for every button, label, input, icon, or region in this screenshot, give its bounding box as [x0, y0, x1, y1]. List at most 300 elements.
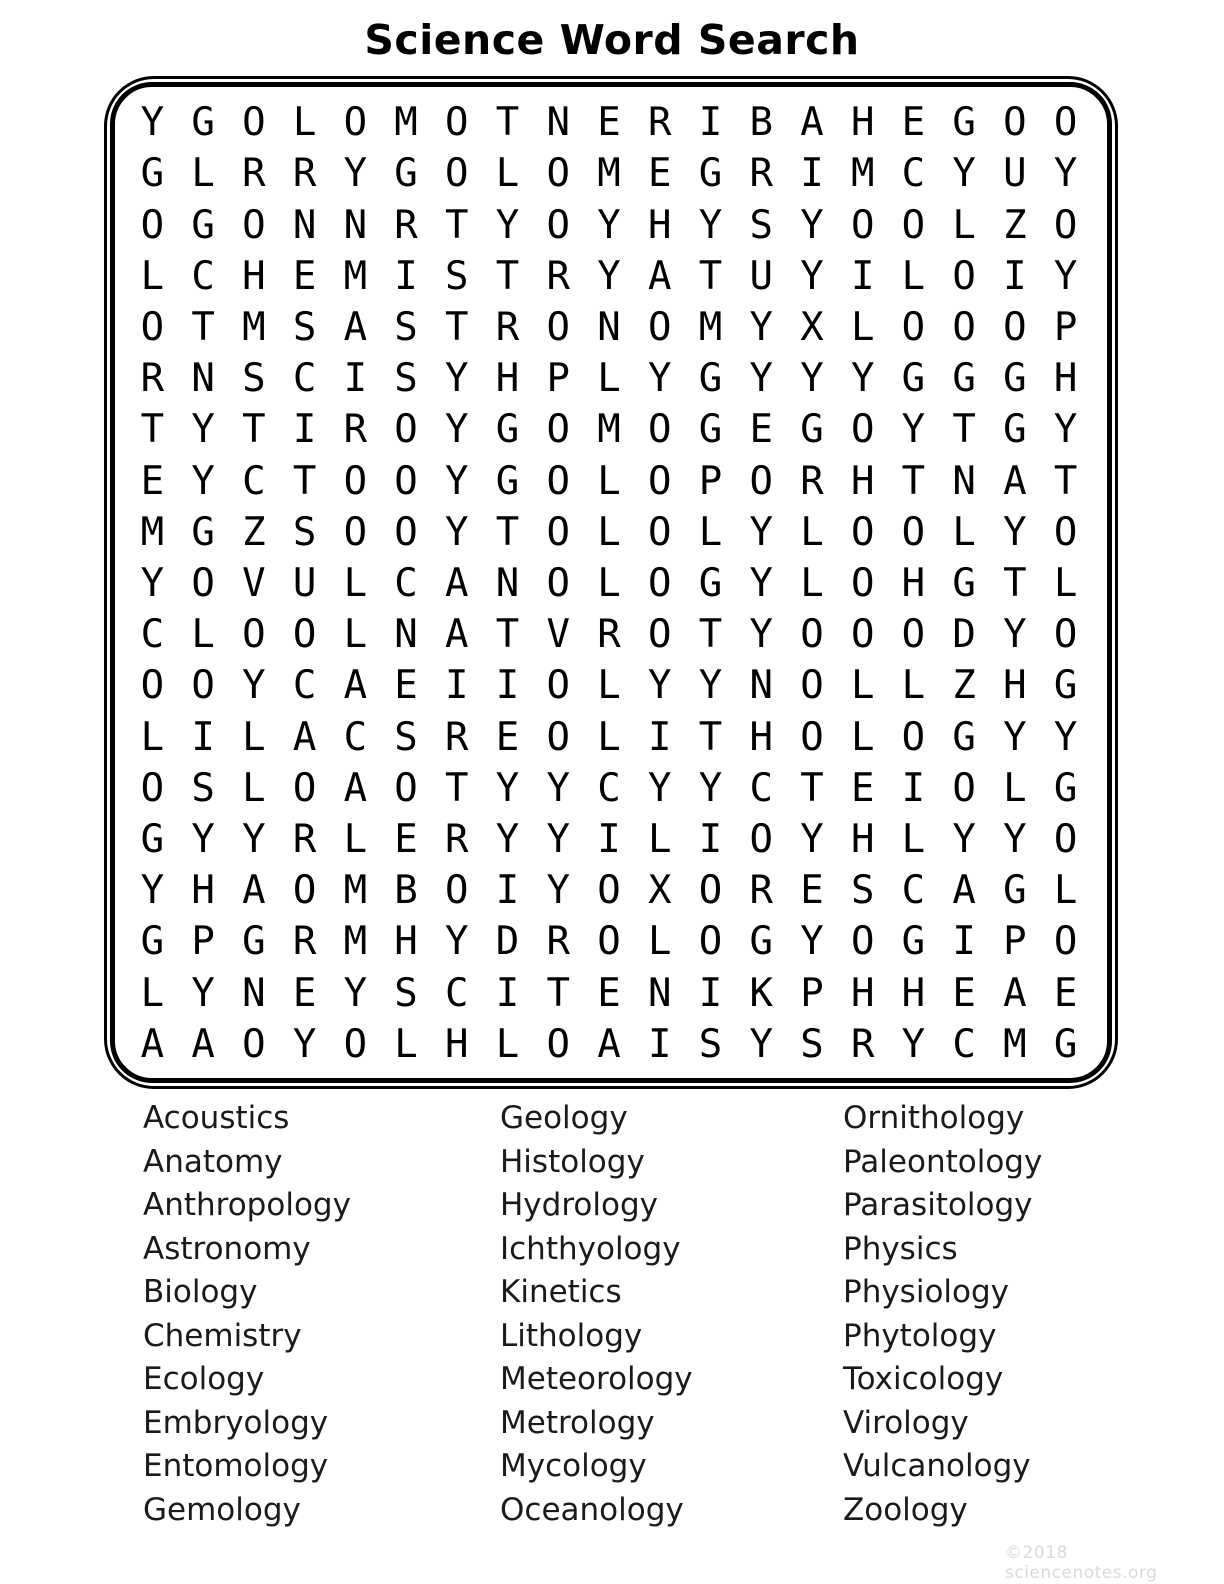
- grid-letter: X: [647, 868, 672, 914]
- grid-letter: T: [445, 202, 469, 248]
- grid-letter: L: [140, 970, 165, 1016]
- grid-letter: A: [1003, 970, 1027, 1016]
- grid-letter: L: [597, 714, 621, 760]
- grid-letter: O: [647, 560, 672, 606]
- grid-letter: D: [952, 612, 976, 658]
- grid-letter: E: [749, 407, 773, 453]
- grid-letter: B: [749, 100, 773, 146]
- grid-letter: L: [242, 714, 266, 760]
- grid-letter: Y: [1053, 407, 1078, 453]
- grid-letter: E: [394, 817, 418, 863]
- grid-letter: M: [140, 509, 165, 555]
- grid-letter: S: [394, 304, 418, 350]
- grid-letter: M: [242, 304, 266, 350]
- grid-letter: I: [800, 151, 824, 197]
- grid-letter: O: [445, 868, 469, 914]
- grid-letter: A: [445, 612, 469, 658]
- grid-letter: O: [445, 151, 469, 197]
- word-list-item: Embryology: [143, 1404, 329, 1441]
- grid-letter: G: [495, 407, 520, 453]
- grid-letter: Y: [191, 407, 215, 453]
- grid-letter: L: [850, 663, 875, 709]
- grid-letter: G: [191, 100, 215, 146]
- word-list-item: Astronomy: [143, 1230, 311, 1267]
- grid-letter: P: [698, 458, 723, 504]
- grid-letter: I: [191, 714, 215, 760]
- grid-letter: O: [800, 714, 824, 760]
- grid-letter: L: [1003, 765, 1027, 811]
- copyright-watermark: ©2018 sciencenotes.org: [1005, 1543, 1158, 1583]
- grid-letter: G: [495, 458, 520, 504]
- grid-letter: I: [647, 1021, 672, 1067]
- grid-letter: H: [242, 253, 266, 299]
- grid-letter: L: [597, 458, 621, 504]
- grid-letter: Y: [698, 663, 723, 709]
- grid-letter: M: [597, 151, 621, 197]
- grid-letter: T: [1053, 458, 1078, 504]
- grid-letter: P: [546, 356, 570, 402]
- grid-letter: O: [292, 612, 317, 658]
- grid-letter: R: [647, 100, 672, 146]
- grid-letter: N: [647, 970, 672, 1016]
- grid-letter: H: [1053, 356, 1078, 402]
- grid-letter: E: [800, 868, 824, 914]
- grid-letter: S: [698, 1021, 723, 1067]
- puzzle-border: [104, 76, 1118, 1089]
- grid-letter: A: [140, 1021, 165, 1067]
- grid-letter: Z: [952, 663, 976, 709]
- grid-letter: O: [1003, 304, 1027, 350]
- grid-letter: R: [597, 612, 621, 658]
- grid-letter: P: [800, 970, 824, 1016]
- grid-letter: C: [140, 612, 165, 658]
- grid-letter: T: [495, 253, 520, 299]
- word-column-2: [500, 1097, 693, 1532]
- word-column-1: [143, 1097, 351, 1532]
- grid-letter: O: [242, 612, 266, 658]
- grid-letter: O: [242, 202, 266, 248]
- grid-letter: S: [394, 356, 418, 402]
- grid-letter: C: [445, 970, 469, 1016]
- grid-letter: A: [343, 663, 368, 709]
- grid-letter: U: [749, 253, 773, 299]
- grid-letter: Y: [445, 919, 469, 965]
- grid-letter: Y: [647, 765, 672, 811]
- grid-letter: N: [546, 100, 570, 146]
- grid-letter: O: [292, 765, 317, 811]
- word-list-item: Meteorology: [500, 1361, 693, 1397]
- grid-letter: T: [495, 100, 520, 146]
- grid-letter: G: [952, 560, 976, 606]
- grid-letter: Y: [749, 1021, 773, 1067]
- grid-letter: O: [546, 202, 570, 248]
- grid-letter: Y: [343, 970, 368, 1016]
- grid-letter: N: [749, 663, 773, 709]
- grid-letter: T: [698, 253, 723, 299]
- grid-letter: O: [698, 868, 723, 914]
- grid-letter: Y: [445, 356, 469, 402]
- grid-letter: T: [800, 765, 824, 811]
- grid-letter: O: [901, 509, 926, 555]
- word-list-item: Anatomy: [143, 1143, 283, 1180]
- grid-letter: O: [140, 765, 165, 811]
- grid-letter: T: [546, 970, 570, 1016]
- grid-letter: O: [546, 509, 570, 555]
- grid-letter: G: [698, 407, 723, 453]
- grid-letter: O: [140, 663, 165, 709]
- grid-letter: E: [597, 100, 621, 146]
- grid-letter: G: [140, 919, 165, 965]
- grid-letter: N: [597, 304, 621, 350]
- word-list-item: Lithology: [500, 1317, 643, 1354]
- grid-letter: O: [749, 817, 773, 863]
- grid-letter: O: [749, 458, 773, 504]
- grid-letter: G: [242, 919, 266, 965]
- grid-letter: H: [1003, 663, 1027, 709]
- grid-letter: T: [191, 304, 215, 350]
- grid-letter: I: [698, 100, 723, 146]
- grid-letter: R: [749, 868, 773, 914]
- grid-letter: O: [647, 612, 672, 658]
- grid-letter: G: [140, 151, 165, 197]
- grid-letter: O: [901, 714, 926, 760]
- word-list-item: Parasitology: [843, 1187, 1033, 1223]
- grid-letter: H: [901, 560, 926, 606]
- grid-letter: O: [546, 1021, 570, 1067]
- grid-letter: L: [140, 253, 165, 299]
- grid-letter: S: [850, 868, 875, 914]
- grid-letter: Y: [242, 663, 266, 709]
- grid-letter: S: [749, 202, 773, 248]
- grid-letter: T: [698, 612, 723, 658]
- grid-letter: Y: [242, 817, 266, 863]
- letter-grid: [127, 97, 1091, 1070]
- grid-letter: R: [292, 151, 317, 197]
- grid-letter: O: [343, 1021, 368, 1067]
- grid-letter: R: [445, 817, 469, 863]
- grid-letter: I: [495, 970, 520, 1016]
- grid-letter: I: [1003, 253, 1027, 299]
- grid-letter: H: [495, 356, 520, 402]
- grid-letter: N: [343, 202, 368, 248]
- grid-letter: Y: [140, 560, 165, 606]
- grid-letter: C: [749, 765, 773, 811]
- grid-letter: C: [292, 356, 317, 402]
- grid-letter: L: [901, 817, 926, 863]
- grid-letter: I: [850, 253, 875, 299]
- grid-letter: I: [698, 970, 723, 1016]
- grid-letter: C: [597, 765, 621, 811]
- grid-letter: I: [901, 765, 926, 811]
- word-list-item: Metrology: [500, 1404, 655, 1441]
- grid-letter: Y: [901, 407, 926, 453]
- grid-letter: E: [597, 970, 621, 1016]
- grid-letter: A: [597, 1021, 621, 1067]
- grid-letter: E: [140, 458, 165, 504]
- grid-letter: Y: [597, 202, 621, 248]
- grid-letter: G: [901, 356, 926, 402]
- grid-letter: Y: [191, 458, 215, 504]
- grid-letter: Y: [445, 407, 469, 453]
- grid-letter: M: [343, 919, 368, 965]
- grid-letter: L: [597, 663, 621, 709]
- grid-letter: A: [647, 253, 672, 299]
- grid-letter: L: [800, 560, 824, 606]
- grid-letter: O: [1053, 100, 1078, 146]
- grid-letter: I: [698, 817, 723, 863]
- grid-letter: Y: [749, 304, 773, 350]
- grid-letter: E: [952, 970, 976, 1016]
- grid-letter: L: [140, 714, 165, 760]
- grid-letter: O: [546, 714, 570, 760]
- grid-letter: R: [495, 304, 520, 350]
- grid-letter: Y: [191, 817, 215, 863]
- grid-letter: C: [394, 560, 418, 606]
- grid-letter: A: [343, 765, 368, 811]
- word-list-item: Zoology: [843, 1491, 968, 1528]
- grid-letter: Y: [800, 817, 824, 863]
- grid-letter: Y: [952, 151, 976, 197]
- grid-letter: R: [445, 714, 469, 760]
- grid-letter: N: [292, 202, 317, 248]
- grid-letter: U: [292, 560, 317, 606]
- grid-letter: Y: [698, 202, 723, 248]
- grid-letter: I: [394, 253, 418, 299]
- grid-letter: T: [495, 612, 520, 658]
- grid-letter: O: [647, 509, 672, 555]
- word-list-item: Biology: [143, 1274, 258, 1310]
- word-list-item: Geology: [500, 1100, 628, 1136]
- grid-letter: O: [850, 612, 875, 658]
- word-list-item: Kinetics: [500, 1274, 622, 1310]
- grid-letter: I: [495, 663, 520, 709]
- grid-letter: Y: [546, 868, 570, 914]
- word-list-item: Physiology: [843, 1274, 1010, 1310]
- grid-letter: O: [343, 509, 368, 555]
- grid-letter: O: [343, 100, 368, 146]
- grid-letter: Y: [647, 356, 672, 402]
- word-list-item: Physics: [843, 1230, 958, 1267]
- grid-letter: L: [394, 1021, 418, 1067]
- grid-letter: Y: [546, 765, 570, 811]
- grid-letter: L: [901, 253, 926, 299]
- grid-letter: O: [140, 202, 165, 248]
- grid-letter: V: [546, 612, 570, 658]
- grid-letter: Y: [749, 356, 773, 402]
- grid-letter: N: [495, 560, 520, 606]
- grid-letter: A: [800, 100, 824, 146]
- grid-letter: Y: [952, 817, 976, 863]
- grid-letter: H: [394, 919, 418, 965]
- grid-letter: G: [952, 714, 976, 760]
- grid-letter: M: [597, 407, 621, 453]
- grid-letter: Y: [800, 356, 824, 402]
- grid-letter: H: [850, 100, 875, 146]
- grid-letter: G: [1053, 1021, 1078, 1067]
- word-list-item: Ichthyology: [500, 1230, 681, 1267]
- grid-letter: T: [952, 407, 976, 453]
- grid-letter: R: [242, 151, 266, 197]
- grid-letter: R: [140, 356, 165, 402]
- grid-letter: G: [698, 356, 723, 402]
- grid-letter: R: [292, 919, 317, 965]
- grid-letter: Y: [901, 1021, 926, 1067]
- grid-letter: D: [495, 919, 520, 965]
- word-list-item: Phytology: [843, 1317, 997, 1354]
- grid-letter: A: [343, 304, 368, 350]
- grid-letter: E: [394, 663, 418, 709]
- grid-letter: O: [546, 407, 570, 453]
- grid-letter: C: [343, 714, 368, 760]
- grid-letter: E: [647, 151, 672, 197]
- grid-letter: O: [546, 458, 570, 504]
- grid-letter: R: [850, 1021, 875, 1067]
- grid-letter: T: [698, 714, 723, 760]
- grid-letter: O: [850, 919, 875, 965]
- grid-letter: L: [597, 509, 621, 555]
- grid-letter: G: [952, 356, 976, 402]
- grid-letter: S: [191, 765, 215, 811]
- word-list-item: Entomology: [143, 1448, 329, 1484]
- grid-letter: L: [952, 509, 976, 555]
- grid-letter: L: [597, 356, 621, 402]
- grid-letter: I: [495, 868, 520, 914]
- grid-letter: G: [191, 509, 215, 555]
- grid-letter: L: [242, 765, 266, 811]
- grid-letter: G: [901, 919, 926, 965]
- grid-letter: L: [343, 560, 368, 606]
- grid-letter: Y: [800, 919, 824, 965]
- grid-letter: Y: [343, 151, 368, 197]
- grid-letter: A: [242, 868, 266, 914]
- grid-letter: E: [292, 253, 317, 299]
- grid-letter: Y: [1003, 509, 1027, 555]
- grid-letter: C: [901, 151, 926, 197]
- grid-letter: E: [495, 714, 520, 760]
- grid-letter: O: [800, 612, 824, 658]
- grid-letter: G: [1003, 868, 1027, 914]
- grid-letter: Y: [1003, 817, 1027, 863]
- grid-letter: O: [850, 407, 875, 453]
- word-list-item: Oceanology: [500, 1491, 684, 1528]
- grid-letter: O: [191, 663, 215, 709]
- grid-letter: E: [292, 970, 317, 1016]
- grid-letter: L: [1053, 868, 1078, 914]
- grid-letter: O: [140, 304, 165, 350]
- grid-letter: Y: [495, 202, 520, 248]
- grid-letter: T: [445, 304, 469, 350]
- grid-letter: O: [242, 100, 266, 146]
- puzzle-border-inner: [110, 82, 1112, 1083]
- grid-letter: H: [850, 458, 875, 504]
- grid-letter: R: [343, 407, 368, 453]
- grid-letter: I: [292, 407, 317, 453]
- grid-letter: L: [850, 304, 875, 350]
- grid-letter: G: [140, 817, 165, 863]
- page-title: Science Word Search: [364, 16, 860, 64]
- grid-letter: Y: [1053, 253, 1078, 299]
- grid-letter: O: [1053, 612, 1078, 658]
- word-list-item: Ecology: [143, 1361, 265, 1397]
- grid-letter: Y: [850, 356, 875, 402]
- grid-letter: Z: [1003, 202, 1027, 248]
- word-list-item: Mycology: [500, 1448, 647, 1484]
- grid-letter: O: [1053, 202, 1078, 248]
- grid-letter: O: [191, 560, 215, 606]
- grid-letter: O: [952, 253, 976, 299]
- grid-letter: N: [191, 356, 215, 402]
- grid-letter: G: [1003, 356, 1027, 402]
- word-list-item: Histology: [500, 1143, 645, 1180]
- word-column-3: [843, 1097, 1042, 1532]
- grid-letter: O: [647, 304, 672, 350]
- grid-letter: O: [394, 458, 418, 504]
- grid-letter: L: [191, 612, 215, 658]
- grid-letter: O: [1003, 100, 1027, 146]
- grid-letter: M: [343, 253, 368, 299]
- grid-letter: Y: [647, 663, 672, 709]
- grid-letter: R: [292, 817, 317, 863]
- word-list-item: Vulcanology: [843, 1448, 1031, 1484]
- word-list-item: Virology: [843, 1404, 969, 1441]
- grid-letter: S: [445, 253, 469, 299]
- grid-letter: A: [191, 1021, 215, 1067]
- grid-letter: Y: [191, 970, 215, 1016]
- grid-letter: O: [1053, 817, 1078, 863]
- grid-letter: L: [647, 817, 672, 863]
- grid-letter: O: [1053, 919, 1078, 965]
- grid-letter: I: [597, 817, 621, 863]
- grid-letter: C: [191, 253, 215, 299]
- grid-letter: Y: [597, 253, 621, 299]
- grid-letter: H: [445, 1021, 469, 1067]
- grid-letter: O: [901, 612, 926, 658]
- grid-letter: L: [698, 509, 723, 555]
- grid-letter: N: [394, 612, 418, 658]
- grid-letter: Y: [445, 509, 469, 555]
- grid-letter: C: [952, 1021, 976, 1067]
- grid-letter: I: [343, 356, 368, 402]
- grid-letter: L: [647, 919, 672, 965]
- grid-letter: R: [394, 202, 418, 248]
- grid-letter: L: [850, 714, 875, 760]
- grid-letter: S: [394, 714, 418, 760]
- grid-letter: G: [191, 202, 215, 248]
- grid-letter: L: [952, 202, 976, 248]
- word-list-item: Anthropology: [143, 1187, 351, 1223]
- grid-letter: O: [292, 868, 317, 914]
- grid-letter: L: [495, 151, 520, 197]
- grid-letter: H: [901, 970, 926, 1016]
- grid-letter: O: [901, 202, 926, 248]
- grid-letter: Y: [1053, 151, 1078, 197]
- grid-letter: O: [242, 1021, 266, 1067]
- grid-letter: Y: [800, 253, 824, 299]
- grid-letter: Y: [140, 868, 165, 914]
- grid-letter: O: [394, 509, 418, 555]
- grid-letter: C: [242, 458, 266, 504]
- word-list-item: Paleontology: [843, 1143, 1043, 1180]
- grid-letter: T: [901, 458, 926, 504]
- grid-letter: O: [445, 100, 469, 146]
- grid-letter: M: [698, 304, 723, 350]
- grid-letter: L: [495, 1021, 520, 1067]
- grid-letter: R: [546, 919, 570, 965]
- grid-letter: G: [952, 100, 976, 146]
- grid-letter: O: [546, 560, 570, 606]
- grid-letter: O: [546, 663, 570, 709]
- grid-letter: K: [749, 970, 773, 1016]
